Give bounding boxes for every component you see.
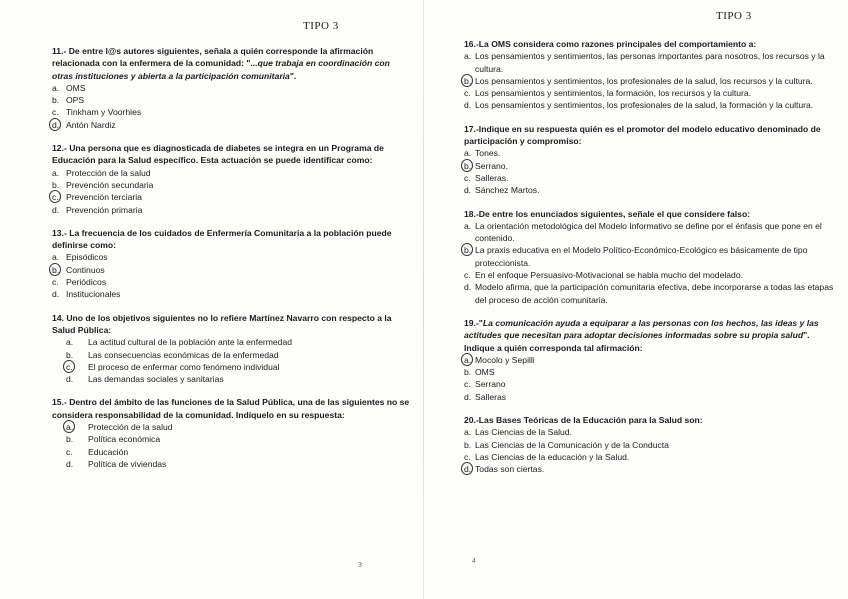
option-text: Los pensamientos y sentimientos, las personas importantes para nosotros, los recursos y la cultura. xyxy=(475,51,825,74)
answer-option[interactable] xyxy=(464,439,836,451)
option-list xyxy=(464,354,836,403)
page-number: 4 xyxy=(472,558,476,565)
option-list xyxy=(52,421,410,470)
option-text: Política de viviendas xyxy=(88,458,167,469)
answer-option[interactable] xyxy=(52,179,410,191)
question-2 xyxy=(52,142,410,216)
question-1 xyxy=(52,45,410,131)
answer-option[interactable] xyxy=(52,349,410,361)
option-letter: d. xyxy=(52,289,60,300)
answer-option[interactable] xyxy=(52,433,410,445)
answer-option[interactable] xyxy=(52,119,410,131)
option-list xyxy=(52,336,410,385)
option-text: Las Ciencias de la Salud. xyxy=(475,427,572,438)
answer-option[interactable] xyxy=(52,373,410,385)
option-text: Continuos xyxy=(66,264,105,275)
option-letter: b. xyxy=(464,367,472,378)
option-list xyxy=(464,220,836,306)
option-letter: d. xyxy=(464,282,472,293)
answer-option[interactable] xyxy=(464,426,836,438)
question-stem xyxy=(52,312,410,337)
stem-quote: La comunicación ayuda a equiparar a las personas con los hechos, las ideas y las actitudes que necesitan para adoptar decisiones informadas sobre su propia salud xyxy=(464,317,819,341)
answer-option[interactable] xyxy=(464,87,836,99)
answer-option[interactable] xyxy=(464,281,836,306)
answer-option[interactable] xyxy=(52,106,410,118)
option-text: Las demandas sociales y sanitarias xyxy=(88,374,224,385)
answer-option[interactable] xyxy=(52,251,410,263)
option-text: Educación xyxy=(88,446,129,457)
answer-option[interactable] xyxy=(52,204,410,216)
option-text: Antón Nardiz xyxy=(66,119,116,130)
option-letter: d. xyxy=(464,100,472,111)
stem-quote: ...que trabaja en coordinación con otras instituciones y abierta a la participación comunitaria xyxy=(52,58,390,81)
circled-option-letter: c. xyxy=(52,191,66,203)
stem-text: 17.-Indique en su respuesta quién es el promotor del modelo educativo denominado de participación y compromiso: xyxy=(464,123,821,147)
stem-text: 18.-De entre los enunciados siguientes, señale el que considere falso: xyxy=(464,208,751,219)
option-letter: c. xyxy=(464,270,471,281)
option-text: Los pensamientos y sentimientos, la formación, los recursos y la cultura. xyxy=(475,88,752,99)
option-text: Tones. xyxy=(475,148,501,159)
page-header: TIPO 3 xyxy=(303,20,339,32)
answer-option[interactable] xyxy=(464,160,836,172)
question-stem xyxy=(52,396,410,421)
option-letter: a. xyxy=(52,252,60,263)
option-text: OMS xyxy=(475,367,495,378)
option-text: La praxis educativa en el Modelo Político-Económico-Ecológico es básicamente de tipo proteccionista. xyxy=(475,245,808,268)
option-letter: a. xyxy=(52,167,60,178)
option-letter: a. xyxy=(52,82,60,93)
question-stem xyxy=(52,45,410,82)
option-text: Serrano. xyxy=(475,160,508,171)
answer-option[interactable] xyxy=(464,269,836,281)
option-text: Prevención secundaria xyxy=(66,179,154,190)
question-3 xyxy=(464,208,836,306)
circled-option-letter: c. xyxy=(52,361,88,373)
option-letter: b. xyxy=(464,439,472,450)
answer-option[interactable] xyxy=(52,288,410,300)
page-number: 3 xyxy=(358,562,362,569)
option-letter: b. xyxy=(52,95,60,106)
option-letter: d. xyxy=(52,204,60,215)
option-letter: c. xyxy=(464,172,471,183)
answer-option[interactable] xyxy=(464,463,836,475)
option-text: Protección de la salud xyxy=(66,167,151,178)
option-list xyxy=(464,50,836,111)
option-text: Política económica xyxy=(88,434,161,445)
question-stem xyxy=(464,414,836,426)
circled-option-letter: b. xyxy=(464,75,475,87)
option-letter: a. xyxy=(66,337,74,348)
stem-text: 20.-Las Bases Teóricas de la Educación para la Salud son: xyxy=(464,415,703,426)
answer-option[interactable] xyxy=(464,220,836,245)
option-letter: a. xyxy=(464,427,472,438)
option-text: Tinkham y Voorhies xyxy=(66,107,142,118)
option-letter: d. xyxy=(464,185,472,196)
option-text: Salleras xyxy=(475,391,507,402)
answer-option[interactable] xyxy=(52,167,410,179)
option-letter: d. xyxy=(66,458,74,469)
circled-option-letter: b. xyxy=(464,244,475,256)
answer-option[interactable] xyxy=(464,451,836,463)
answer-option[interactable] xyxy=(464,147,836,159)
page-header: TIPO 3 xyxy=(716,10,752,22)
circled-option-letter: b. xyxy=(464,160,475,172)
answer-option[interactable] xyxy=(52,94,410,106)
stem-text: 11.- De entre l@s autores siguientes, señala a quién corresponde la afirmación relacionada con la enfermera de la comunidad: " xyxy=(52,46,374,69)
option-letter: d. xyxy=(464,391,472,402)
question-stem xyxy=(464,123,836,148)
question-stem xyxy=(52,142,410,167)
option-list xyxy=(464,147,836,196)
question-list xyxy=(464,38,836,476)
stem-text-end: ". Indique a quién corresponda tal afirmación: xyxy=(464,330,810,353)
option-text: Prevención terciaria xyxy=(66,192,142,203)
answer-option[interactable] xyxy=(464,184,836,196)
answer-option[interactable] xyxy=(464,378,836,390)
right-page xyxy=(424,0,848,599)
option-text: Institucionales xyxy=(66,289,121,300)
option-letter: c. xyxy=(464,88,471,99)
option-text: Mocolo y Sepilli xyxy=(475,354,535,365)
option-letter: a. xyxy=(464,148,472,159)
question-5 xyxy=(52,396,410,470)
option-letter: b. xyxy=(66,434,74,445)
question-5 xyxy=(464,414,836,475)
question-4 xyxy=(52,312,410,386)
answer-option[interactable] xyxy=(464,391,836,403)
answer-option[interactable] xyxy=(52,276,410,288)
answer-option[interactable] xyxy=(52,421,410,433)
answer-option[interactable] xyxy=(52,458,410,470)
option-text: Las Ciencias de la educación y la Salud. xyxy=(475,451,630,462)
option-letter: a. xyxy=(464,220,472,231)
stem-text: 14. Uno de los objetivos siguientes no lo refiere Martínez Navarro con respecto a la Salud Pública: xyxy=(52,312,392,335)
circled-option-letter: b. xyxy=(52,264,66,276)
option-text: Periódicos xyxy=(66,277,107,288)
circled-option-letter: d. xyxy=(52,119,66,131)
option-text: Salleras. xyxy=(475,172,509,183)
question-2 xyxy=(464,123,836,197)
answer-option[interactable] xyxy=(52,446,410,458)
option-text: El proceso de enfermar como fenómeno individual xyxy=(88,361,280,372)
circled-option-letter: a. xyxy=(464,354,475,366)
question-stem xyxy=(464,38,836,50)
option-text: OPS xyxy=(66,95,85,106)
option-text: Prevención primaria xyxy=(66,204,143,215)
answer-option[interactable] xyxy=(52,336,410,348)
answer-option[interactable] xyxy=(464,244,836,269)
question-stem xyxy=(52,227,410,252)
option-text: Las consecuencias económicas de la enfermedad xyxy=(88,349,279,360)
option-list xyxy=(52,82,410,131)
option-text: Todas son ciertas. xyxy=(475,464,545,475)
stem-text: 16.-La OMS considera como razones principales del comportamiento a: xyxy=(464,39,757,49)
answer-option[interactable] xyxy=(464,99,836,111)
option-text: Protección de la salud xyxy=(88,422,173,433)
option-text: Modelo afirma, que la participación comunitaria efectiva, debe incorporarse a todas las etapas del proceso de acción comunitaria. xyxy=(475,282,834,305)
option-text: En el enfoque Persuasivo-Motivacional se habla mucho del modelado. xyxy=(475,270,744,281)
stem-text: 15.- Dentro del ámbito de las funciones de la Salud Pública, una de las siguientes no se considera responsabilidad de la comunidad. Indíquelo en su respuesta: xyxy=(52,397,410,420)
answer-option[interactable] xyxy=(464,354,836,366)
answer-option[interactable] xyxy=(52,82,410,94)
question-3 xyxy=(52,227,410,301)
option-text: Episódicos xyxy=(66,252,108,263)
stem-text-end: ". xyxy=(289,70,297,81)
answer-option[interactable] xyxy=(464,50,836,75)
circled-option-letter: d. xyxy=(464,463,475,475)
option-letter: c. xyxy=(52,277,59,288)
answer-option[interactable] xyxy=(464,172,836,184)
option-letter: c. xyxy=(464,451,471,462)
option-list xyxy=(52,251,410,300)
option-letter: a. xyxy=(464,51,472,62)
question-list xyxy=(52,45,410,470)
option-text: Serrano xyxy=(475,379,506,390)
answer-option[interactable] xyxy=(52,191,410,203)
question-stem xyxy=(464,208,836,220)
option-list xyxy=(52,167,410,216)
option-letter: c. xyxy=(52,107,59,118)
option-text: Sánchez Martos. xyxy=(475,185,540,196)
option-text: Las Ciencias de la Comunicación y de la Conducta xyxy=(475,439,669,450)
answer-option[interactable] xyxy=(52,361,410,373)
option-list xyxy=(464,426,836,475)
option-text: Los pensamientos y sentimientos, los profesionales de la salud, los recursos y la cultura. xyxy=(475,75,813,86)
question-4 xyxy=(464,317,836,403)
option-text: Los pensamientos y sentimientos, los profesionales de la salud, la formación y la cultura. xyxy=(475,100,814,111)
circled-option-letter: a. xyxy=(52,421,88,433)
stem-text: 12.- Una persona que es diagnosticada de diabetes se integra en un Programa de Educación para la Salud específico. Esta actuación se puede identificar como: xyxy=(52,143,384,166)
answer-option[interactable] xyxy=(52,264,410,276)
stem-text: 13.- La frecuencia de los cuidados de Enfermería Comunitaria a la población puede definirse como: xyxy=(52,227,392,251)
answer-option[interactable] xyxy=(464,75,836,87)
question-1 xyxy=(464,38,836,112)
option-letter: c. xyxy=(66,446,73,457)
option-letter: b. xyxy=(66,349,74,360)
option-letter: d. xyxy=(66,374,74,385)
option-text: OMS xyxy=(66,82,86,93)
answer-option[interactable] xyxy=(464,366,836,378)
stem-text: 19.-" xyxy=(464,317,483,328)
question-stem xyxy=(464,317,836,354)
option-text: La orientación metodológica del Modelo Informativo se define por el énfasis que pone en el contenido. xyxy=(475,220,822,244)
option-letter: b. xyxy=(52,179,60,190)
option-text: La actitud cultural de la población ante la enfermedad xyxy=(88,337,293,348)
option-letter: c. xyxy=(464,379,471,390)
